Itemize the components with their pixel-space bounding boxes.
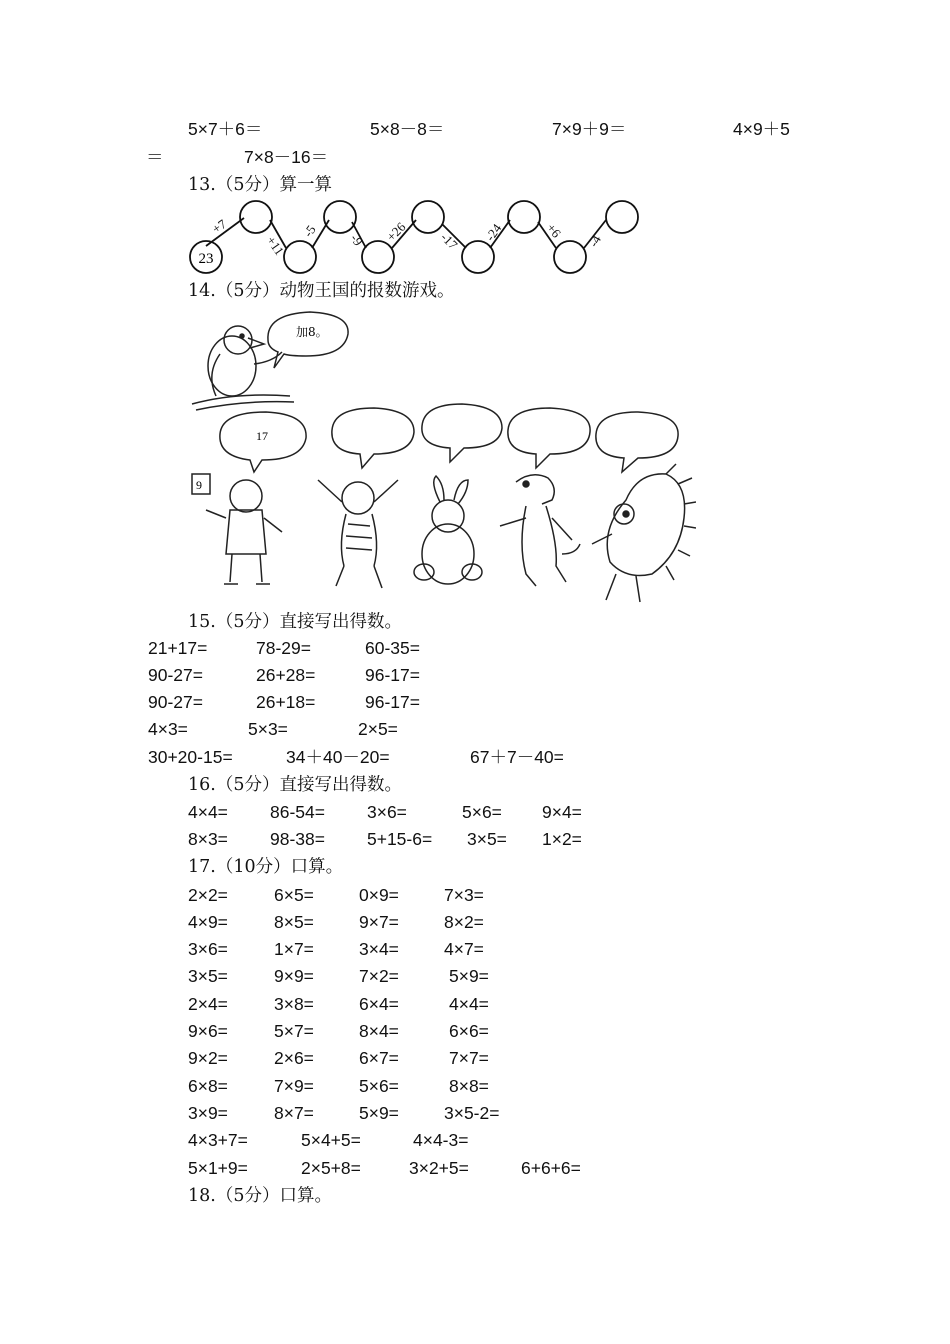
q17-r9-c4: 3×5-2= [444, 1103, 500, 1123]
q15-r3-c1: 90-27= [148, 692, 203, 712]
q17-r5-c1: 2×4= [188, 994, 228, 1014]
q16-heading: 16.（5分）直接写出得数。 [188, 775, 402, 795]
q15-heading: 15.（5分）直接写出得数。 [188, 612, 402, 632]
q17-r7-c2: 2×6= [274, 1048, 314, 1068]
q16-r1-c4: 5×6= [462, 802, 502, 822]
q17-r10-c2: 5×4+5= [301, 1130, 361, 1150]
q13-op-1: +7 [209, 216, 230, 237]
q17-r1-c2: 6×5= [274, 885, 314, 905]
q17-r1-c1: 2×2= [188, 885, 228, 905]
hedgehog-icon [592, 464, 696, 602]
q13-heading: 13.（5分）算一算 [188, 175, 332, 195]
top-expr-5: 7×8－16＝ [244, 147, 329, 167]
q17-r5-c3: 6×4= [359, 994, 399, 1014]
q15-r1-c1: 21+17= [148, 638, 208, 658]
q17-r8-c1: 6×8= [188, 1076, 228, 1096]
q17-r4-c4: 5×9= [449, 966, 489, 986]
q17-r2-c4: 8×2= [444, 912, 484, 932]
q15-r1-c2: 78-29= [256, 638, 311, 658]
q17-r7-c4: 7×7= [449, 1048, 489, 1068]
q17-r11-c3: 3×2+5= [409, 1158, 469, 1178]
q17-r4-c3: 7×2= [359, 966, 399, 986]
q17-r6-c3: 8×4= [359, 1021, 399, 1041]
q16-r2-c5: 1×2= [542, 829, 582, 849]
q17-r6-c4: 6×6= [449, 1021, 489, 1041]
q17-r4-c1: 3×5= [188, 966, 228, 986]
q15-r2-c2: 26+28= [256, 665, 316, 685]
q17-r2-c1: 4×9= [188, 912, 228, 932]
q13-op-4: -9 [347, 231, 367, 249]
q13-op-2: +11 [263, 233, 288, 258]
q16-r1-c5: 9×4= [542, 802, 582, 822]
rabbit-icon [414, 476, 482, 584]
q13-op-9: -4 [585, 232, 605, 250]
q16-r2-c1: 8×3= [188, 829, 228, 849]
bird-icon [192, 326, 294, 410]
q13-op-7: -24 [482, 220, 505, 244]
q17-r2-c3: 9×7= [359, 912, 399, 932]
first-bubble-number: 17 [256, 429, 268, 443]
dog-icon [500, 475, 580, 586]
q17-r7-c1: 9×2= [188, 1048, 228, 1068]
q17-r9-c3: 5×9= [359, 1103, 399, 1123]
q17-r7-c3: 6×7= [359, 1048, 399, 1068]
top-expr-3: 7×9＋9＝ [552, 119, 627, 139]
q16-r2-c4: 3×5= [467, 829, 507, 849]
q15-r5-c3: 67＋7－40= [470, 747, 564, 767]
q17-r3-c1: 3×6= [188, 939, 228, 959]
q15-r2-c3: 96-17= [365, 665, 420, 685]
q17-r2-c2: 8×5= [274, 912, 314, 932]
q17-r3-c2: 1×7= [274, 939, 314, 959]
q14-heading: 14.（5分）动物王国的报数游戏。 [188, 281, 455, 301]
q17-r8-c3: 5×6= [359, 1076, 399, 1096]
q15-r4-c2: 5×3= [248, 719, 288, 739]
q18-heading: 18.（5分）口算。 [188, 1186, 332, 1206]
q16-r1-c1: 4×4= [188, 802, 228, 822]
q17-r8-c4: 8×8= [449, 1076, 489, 1096]
top-expr-1: 5×7＋6＝ [188, 119, 263, 139]
q17-r10-c3: 4×4-3= [413, 1130, 469, 1150]
q17-r11-c4: 6+6+6= [521, 1158, 581, 1178]
q17-r5-c2: 3×8= [274, 994, 314, 1014]
q16-r1-c2: 86-54= [270, 802, 325, 822]
q17-r4-c2: 9×9= [274, 966, 314, 986]
q16-r2-c3: 5+15-6= [367, 829, 433, 849]
top-expr-4-cont: ＝ [146, 147, 164, 167]
q13-start-number: 23 [198, 251, 214, 267]
q14-animal-picture [186, 304, 696, 609]
q17-r11-c1: 5×1+9= [188, 1158, 248, 1178]
q17-r3-c3: 3×4= [359, 939, 399, 959]
q13-op-5: +26 [383, 219, 409, 245]
q13-op-3: -5 [300, 222, 319, 240]
q15-r4-c1: 4×3= [148, 719, 188, 739]
q15-r5-c1: 30+20-15= [148, 747, 233, 767]
q16-r1-c3: 3×6= [367, 802, 407, 822]
q17-r8-c2: 7×9= [274, 1076, 314, 1096]
q17-r6-c2: 5×7= [274, 1021, 314, 1041]
q17-r9-c1: 3×9= [188, 1103, 228, 1123]
q15-r5-c2: 34＋40－20= [286, 747, 390, 767]
q16-r2-c2: 98-38= [270, 829, 325, 849]
bird-speech-text: 加8。 [296, 325, 328, 339]
q17-r6-c1: 9×6= [188, 1021, 228, 1041]
q13-chain-diagram [186, 198, 646, 278]
q15-r3-c2: 26+18= [256, 692, 316, 712]
top-expr-4: 4×9＋5 [733, 119, 790, 139]
q17-heading: 17.（10分）口算。 [188, 857, 344, 877]
tiger-icon [318, 480, 398, 588]
q13-op-8: +6 [543, 220, 565, 241]
q17-r1-c3: 0×9= [359, 885, 399, 905]
q15-r2-c1: 90-27= [148, 665, 203, 685]
top-expr-2: 5×8－8＝ [370, 119, 445, 139]
pig-icon [206, 480, 282, 584]
q17-r10-c1: 4×3+7= [188, 1130, 248, 1150]
q13-op-6: -17 [437, 229, 461, 253]
q17-r9-c2: 8×7= [274, 1103, 314, 1123]
pig-sign-number: 9 [196, 478, 202, 492]
q17-r5-c4: 4×4= [449, 994, 489, 1014]
q15-r4-c3: 2×5= [358, 719, 398, 739]
q15-r1-c3: 60-35= [365, 638, 420, 658]
q17-r11-c2: 2×5+8= [301, 1158, 361, 1178]
q17-r3-c4: 4×7= [444, 939, 484, 959]
q17-r1-c4: 7×3= [444, 885, 484, 905]
q15-r3-c3: 96-17= [365, 692, 420, 712]
